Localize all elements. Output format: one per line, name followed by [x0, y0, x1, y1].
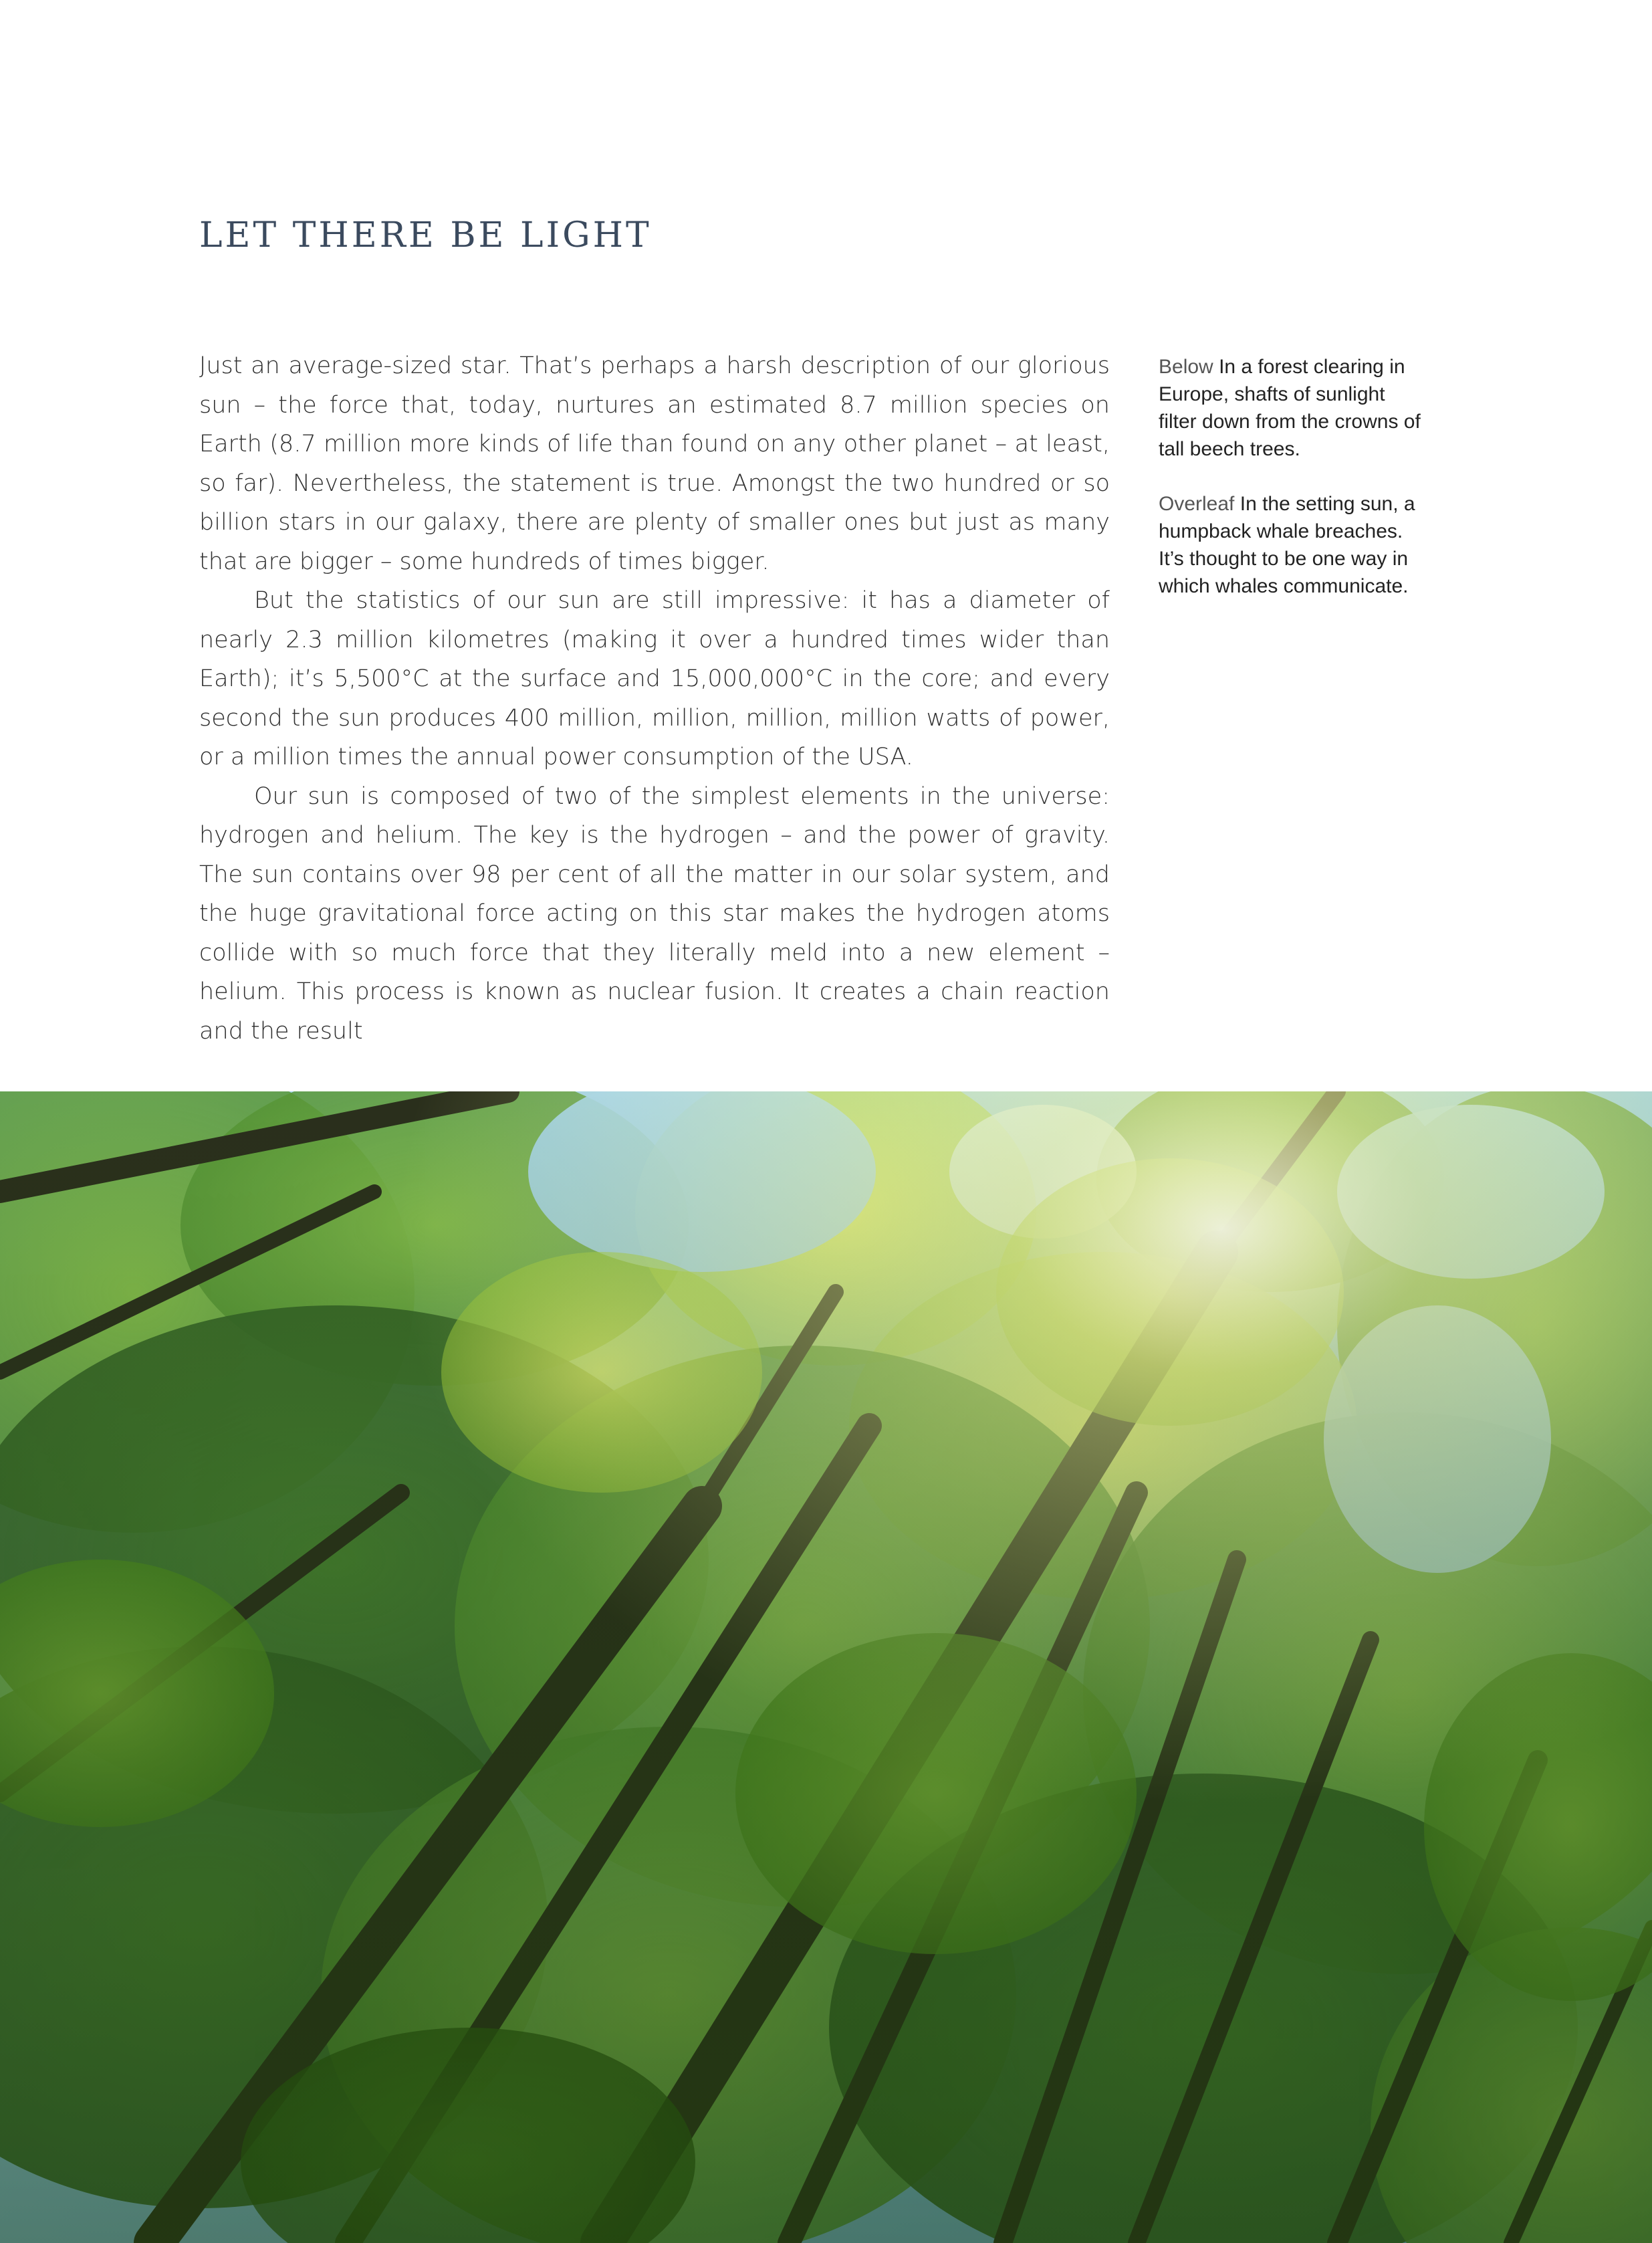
body-paragraph: Our sun is composed of two of the simplest elements in the universe: hydrogen and helium. The key is the hydrogen – and the power of gravity. The sun contains over 98 per cent of all the matter in our solar system, and the huge gravitational force acting on this star makes the hydrogen atoms collide with so much force that they literally meld into a new element – helium. This process is known as nuclear fusion. It creates a chain reaction and the result: [199, 782, 1110, 1045]
caption-text: In a forest clearing in Europe, shafts of sunlight filter down from the crowns of tall beech trees.: [1159, 356, 1421, 460]
caption-overleaf: [1159, 490, 1426, 600]
caption-label: Below: [1159, 356, 1213, 378]
page-title: LET THERE BE LIGHT: [199, 215, 652, 255]
body-paragraph: But the statistics of our sun are still impressive: it has a diameter of nearly 2.3 million kilometres (making it over a hundred times wider than Earth); it’s 5,500°C at the surface and 15,000,000°C in the core; and every second the sun produces 400 million, million, million, million watts of power, or a million times the annual power consumption of the USA.: [199, 587, 1110, 770]
caption-label: Overleaf: [1159, 493, 1235, 515]
caption-column: [1159, 353, 1426, 627]
caption-below: [1159, 353, 1426, 463]
caption-text: In the setting sun, a humpback whale breaches. It’s thought to be one way in which whales communicate.: [1159, 493, 1415, 597]
forest-canopy-photo: [0, 1091, 1652, 2243]
body-paragraph: Just an average-sized star. That’s perhaps a harsh description of our glorious sun – the force that, today, nurtures an estimated 8.7 million species on Earth (8.7 million more kinds of life than found on any other planet – at least, so far). Nevertheless, the statement is true. Amongst the two hundred or so billion stars in our galaxy, there are plenty of smaller ones but just as many that are bigger – some hundreds of times bigger.: [199, 352, 1110, 575]
body-text: [199, 346, 1110, 1051]
